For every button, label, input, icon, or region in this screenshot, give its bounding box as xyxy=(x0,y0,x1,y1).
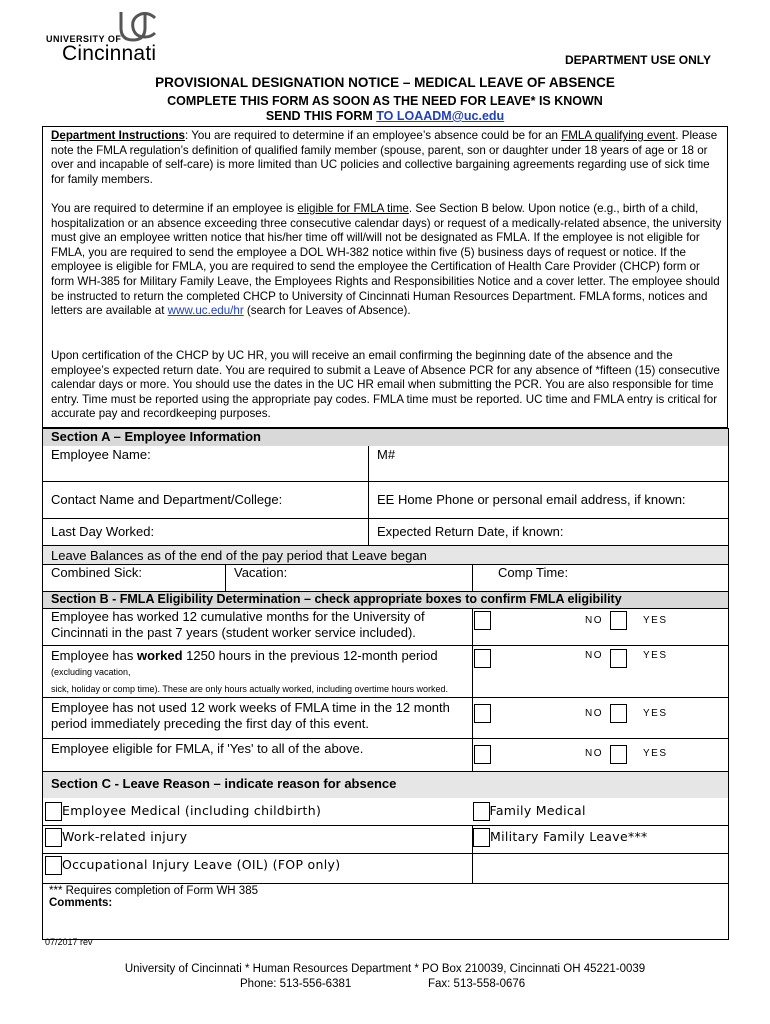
eligibility-q1-choices xyxy=(473,609,729,646)
family-medical-label: Family Medical xyxy=(489,802,586,818)
logo-university-of: UNIVERSITY OF xyxy=(46,34,122,44)
q3-no-label: NO xyxy=(585,708,603,719)
eligibility-question-2 xyxy=(43,646,473,698)
section-c-header: Section C - Leave Reason – indicate reason for absence xyxy=(43,772,729,798)
oil-label: Occupational Injury Leave (OIL) (FOP only) xyxy=(62,856,341,872)
reason-empty-cell xyxy=(473,854,729,884)
footer-address: University of Cincinnati * Human Resources Department * PO Box 210039, Cincinnati OH 45221-0039 xyxy=(124,963,646,975)
form-subtitle: COMPLETE THIS FORM AS SOON AS THE NEED FOR LEAVE* IS KNOWN xyxy=(167,94,603,108)
comments-area[interactable] xyxy=(43,884,729,940)
comments-label: Comments: xyxy=(49,897,113,909)
q1-no-checkbox[interactable] xyxy=(474,611,491,630)
employee-medical-label: Employee Medical (including childbirth) xyxy=(62,802,322,818)
instructions-p1a: : You are required to determine if an employee’s absence could be for an xyxy=(185,129,562,142)
reason-option-oil xyxy=(43,854,473,884)
combined-sick-field[interactable]: Combined Sick: xyxy=(43,565,226,592)
comp-time-field[interactable]: Comp Time: xyxy=(473,565,729,592)
m-number-field[interactable]: M# xyxy=(369,446,729,482)
reason-option-work-related xyxy=(43,826,473,854)
ee-home-phone-field[interactable]: EE Home Phone or personal email address, if known: xyxy=(369,482,729,519)
military-family-leave-label: Military Family Leave*** xyxy=(490,828,648,844)
uc-hr-link[interactable]: www.uc.edu/hr xyxy=(167,304,244,318)
oil-checkbox[interactable] xyxy=(45,856,62,875)
expected-return-date-field[interactable]: Expected Return Date, if known: xyxy=(369,519,729,546)
military-family-leave-checkbox[interactable] xyxy=(473,828,490,847)
eligibility-q2-choices xyxy=(473,646,729,698)
instructions-p2c: (search for Leaves of Absence). xyxy=(243,304,411,318)
q4-no-label: NO xyxy=(585,748,603,759)
work-related-injury-checkbox[interactable] xyxy=(45,828,62,847)
q2-text-bold: worked xyxy=(137,648,183,663)
q4-no-checkbox[interactable] xyxy=(474,745,491,764)
footer-fax: Fax: 513-558-0676 xyxy=(428,978,526,990)
send-form-prefix: SEND THIS FORM xyxy=(265,109,373,123)
q3-yes-label: YES xyxy=(643,708,668,719)
fmla-qualifying-event-link: FMLA qualifying event xyxy=(561,129,676,142)
section-b-header: Section B - FMLA Eligibility Determination – check appropriate boxes to confirm FMLA eligibility xyxy=(43,592,729,609)
section-a-header: Section A – Employee Information xyxy=(43,429,729,446)
form-title: PROVISIONAL DESIGNATION NOTICE – MEDICAL LEAVE OF ABSENCE xyxy=(155,75,615,90)
eligibility-q4-choices xyxy=(473,739,729,772)
department-instructions-box xyxy=(42,126,728,428)
q1-no-label: NO xyxy=(585,615,603,626)
reason-option-family-medical xyxy=(473,798,729,826)
instructions-paragraph-2 xyxy=(51,202,723,319)
leave-balances-label: Leave Balances as of the end of the pay period that Leave began xyxy=(43,546,729,565)
work-related-injury-label: Work-related injury xyxy=(62,828,188,844)
employee-name-field[interactable]: Employee Name: xyxy=(43,446,369,482)
q2-yes-checkbox[interactable] xyxy=(610,649,627,668)
last-day-worked-field[interactable]: Last Day Worked: xyxy=(43,519,369,546)
q2-no-label: NO xyxy=(585,650,603,661)
q3-yes-checkbox[interactable] xyxy=(610,704,627,723)
reason-option-employee-medical xyxy=(43,798,473,826)
q1-yes-label: YES xyxy=(643,615,668,626)
employee-medical-checkbox[interactable] xyxy=(45,802,62,821)
q2-small-2: sick, holiday or comp time). These are only hours actually worked, including overtime hours worked. xyxy=(51,684,449,694)
q2-text-b: 1250 hours in the previous 12-month period xyxy=(182,648,438,663)
footer-phone: Phone: 513-556-6381 xyxy=(240,978,352,990)
contact-name-field[interactable]: Contact Name and Department/College: xyxy=(43,482,369,519)
q4-yes-label: YES xyxy=(643,748,668,759)
q2-small-1: (excluding vacation, xyxy=(51,667,131,677)
send-form-email-link[interactable]: TO LOAADM@uc.edu xyxy=(376,109,505,123)
q2-text-a: Employee has xyxy=(51,648,137,663)
eligibility-question-3: Employee has not used 12 work weeks of FMLA time in the 12 month period immediately preceding the first day of this event. xyxy=(43,698,473,739)
q2-no-checkbox[interactable] xyxy=(474,649,491,668)
reason-option-military-family xyxy=(473,826,729,854)
wh385-note: *** Requires completion of Form WH 385 xyxy=(49,885,258,897)
department-use-only: DEPARTMENT USE ONLY xyxy=(565,53,712,67)
q2-yes-label: YES xyxy=(643,650,668,661)
eligible-for-fmla-text: eligible for FMLA time xyxy=(297,202,409,215)
instructions-p2b: . See Section B below. Upon notice (e.g., birth of a child, hospitalization or an absence exceeding three consecutive calendar days) or request of a medically-related absence, the university must give an employee written notice that his/her time off will/will not be designated as FMLA. If the employee is not eligible for FMLA, you are required to send the employee a DOL WH-382 notice within five (5) business days of request or notice. If the employee is eligible for FMLA, you are required to send the employee the Certification of Health Care Provider (CHCP) form or form WH-385 for Military Family Leave, the Employees Rights and Responsibilities Notice and a cover letter. The employee should be instructed to return the completed CHCP to University of Cincinnati Human Resources Department. FMLA forms, notices and letters are available at xyxy=(51,202,722,318)
vacation-field[interactable]: Vacation: xyxy=(226,565,473,592)
logo-cincinnati: Cincinnati xyxy=(62,42,157,65)
eligibility-question-4: Employee eligible for FMLA, if 'Yes' to all of the above. xyxy=(43,739,473,772)
family-medical-checkbox[interactable] xyxy=(473,802,490,821)
instructions-paragraph-1 xyxy=(51,129,723,187)
instructions-p1b: . Please note the FMLA regulation’s definition of qualified family member (spouse, parent, son or daughter under 18 years of age or 18 or over and incapable of self-care) is more limited than UC policies and collective bargaining agreements regarding use of sick time for family members. xyxy=(51,129,718,186)
form-table xyxy=(42,428,729,940)
eligibility-question-1: Employee has worked 12 cumulative months for the University of Cincinnati in the past 7 years (student worker service included). xyxy=(43,609,473,646)
q4-yes-checkbox[interactable] xyxy=(610,745,627,764)
q3-no-checkbox[interactable] xyxy=(474,704,491,723)
instructions-p2a: You are required to determine if an employee is xyxy=(51,202,298,215)
eligibility-q3-choices xyxy=(473,698,729,739)
instructions-paragraph-3: Upon certification of the CHCP by UC HR, you will receive an email confirming the beginning date of the absence and the employee’s expected return date. You are required to submit a Leave of Absence PCR for any absence of *fifteen (15) consecutive calendar days or more. You should use the dates in the UC HR email when submitting the PCR. You are also responsible for time entry. Time must be reported using the appropriate pay codes. FMLA time must be reported. UC time and FMLA entry is critical for accurate pay and recordkeeping purposes. xyxy=(51,349,720,421)
q1-yes-checkbox[interactable] xyxy=(610,611,627,630)
instructions-heading: Department Instructions xyxy=(51,129,185,142)
send-form-line xyxy=(0,109,770,123)
revision-date: 07/2017 rev xyxy=(45,937,93,947)
uc-logo-mark-icon xyxy=(115,10,159,44)
